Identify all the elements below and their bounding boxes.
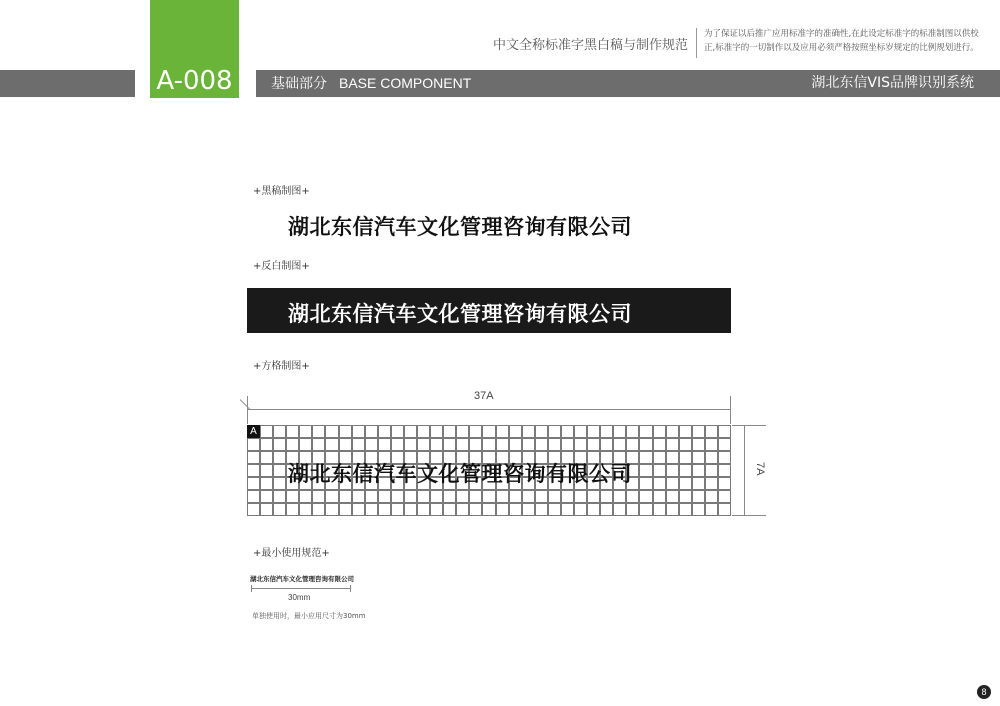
grid-cell <box>705 438 718 451</box>
grid-cell <box>273 477 286 490</box>
grid-cell <box>613 490 626 503</box>
grid-cell <box>613 503 626 516</box>
grid-cell <box>352 438 365 451</box>
grid-cell <box>587 490 600 503</box>
grid-cell <box>247 438 260 451</box>
grid-cell <box>404 490 417 503</box>
grid-cell <box>718 438 731 451</box>
black-draft-label: +黑稿制图+ <box>253 186 310 197</box>
grid-cell <box>496 438 509 451</box>
grid-cell <box>692 451 705 464</box>
grid-cell <box>653 490 666 503</box>
grid-cell <box>299 503 312 516</box>
grid-draft-label: +方格制图+ <box>253 361 310 372</box>
grid-cell <box>692 490 705 503</box>
grid-cell <box>391 503 404 516</box>
grid-cell <box>600 425 613 438</box>
grid-cell <box>339 438 352 451</box>
grid-cell <box>417 438 430 451</box>
grid-cell <box>653 464 666 477</box>
grid-cell <box>561 490 574 503</box>
grid-cell <box>692 464 705 477</box>
grid-cell <box>705 477 718 490</box>
grid-cell <box>325 438 338 451</box>
grid-cell <box>391 438 404 451</box>
minimum-usage-note: 单独使用时，最小应用尺寸为30mm <box>252 612 366 620</box>
grid-cell <box>443 425 456 438</box>
grid-cell <box>417 503 430 516</box>
grid-cell <box>299 438 312 451</box>
grid-cell <box>509 425 522 438</box>
page-code: A-008 <box>156 66 233 96</box>
grid-cell <box>522 438 535 451</box>
grid-cell <box>273 490 286 503</box>
width-dimension-line <box>247 409 731 410</box>
grid-cell <box>666 490 679 503</box>
grid-cell <box>430 490 443 503</box>
minimum-dimension-tick-left <box>251 585 252 592</box>
grid-cell <box>430 438 443 451</box>
grid-cell <box>639 490 652 503</box>
grid-cell <box>312 490 325 503</box>
grid-cell <box>639 503 652 516</box>
unit-cell-marker: A <box>247 425 260 438</box>
grid-cell <box>666 451 679 464</box>
grid-cell <box>718 490 731 503</box>
grid-cell <box>639 438 652 451</box>
grid-cell <box>443 503 456 516</box>
grid-cell <box>456 490 469 503</box>
grid-cell <box>522 503 535 516</box>
brand-text-grid: 湖北东信汽车文化管理咨询有限公司 <box>288 462 632 486</box>
grid-cell <box>260 503 273 516</box>
grid-cell <box>587 503 600 516</box>
grid-cell <box>613 425 626 438</box>
grid-cell <box>718 451 731 464</box>
grid-cell <box>548 503 561 516</box>
grid-cell <box>469 425 482 438</box>
grid-cell <box>378 503 391 516</box>
grid-cell <box>509 438 522 451</box>
grid-cell <box>443 438 456 451</box>
grid-cell <box>705 503 718 516</box>
grid-cell <box>522 425 535 438</box>
page-title: 中文全称标准字黑白稿与制作规范 <box>493 38 689 53</box>
grid-cell <box>653 451 666 464</box>
section-label-cn: 基础部分 <box>271 76 327 92</box>
grid-cell <box>574 425 587 438</box>
grid-cell <box>339 503 352 516</box>
grid-cell <box>325 503 338 516</box>
grid-cell <box>600 490 613 503</box>
grid-cell <box>312 503 325 516</box>
grid-cell <box>509 503 522 516</box>
brand-text-black: 湖北东信汽车文化管理咨询有限公司 <box>288 215 632 239</box>
grid-cell <box>692 438 705 451</box>
grid-cell <box>404 438 417 451</box>
grid-cell <box>247 464 260 477</box>
grid-cell <box>679 464 692 477</box>
grid-cell <box>299 490 312 503</box>
grid-cell <box>273 464 286 477</box>
grid-cell <box>535 503 548 516</box>
header-bar-left <box>0 70 135 97</box>
grid-cell <box>365 425 378 438</box>
grid-cell <box>273 503 286 516</box>
grid-cell <box>260 451 273 464</box>
grid-cell <box>273 438 286 451</box>
grid-cell <box>705 451 718 464</box>
grid-cell <box>391 425 404 438</box>
grid-cell <box>286 503 299 516</box>
page-description: 为了保证以后推广应用标准字的准确性,在此设定标准字的标准制图以供校正,标准字的一切制作以及应用必须严格按照坐标岁规定的比例规划进行。 <box>704 29 979 53</box>
height-dimension-label: 7A <box>754 462 766 476</box>
grid-cell <box>430 503 443 516</box>
grid-cell <box>496 425 509 438</box>
grid-cell <box>653 503 666 516</box>
grid-cell <box>666 438 679 451</box>
page-number: 8 <box>977 685 991 699</box>
grid-cell <box>718 425 731 438</box>
grid-cell <box>339 425 352 438</box>
grid-cell <box>404 425 417 438</box>
grid-cell <box>482 503 495 516</box>
grid-cell <box>286 425 299 438</box>
grid-cell <box>718 477 731 490</box>
width-dimension-tick-left <box>247 396 248 424</box>
brand-text-minimum: 湖北东信汽车文化管理咨询有限公司 <box>250 575 354 583</box>
grid-cell <box>365 503 378 516</box>
grid-cell <box>260 438 273 451</box>
grid-cell <box>705 490 718 503</box>
grid-cell <box>378 438 391 451</box>
width-dimension-tick-right <box>730 396 731 424</box>
grid-cell <box>378 490 391 503</box>
grid-cell <box>286 490 299 503</box>
grid-cell <box>247 477 260 490</box>
grid-cell <box>626 438 639 451</box>
grid-cell <box>666 425 679 438</box>
section-label-en: BASE COMPONENT <box>339 75 472 91</box>
height-dimension-line <box>744 425 745 516</box>
grid-cell <box>705 464 718 477</box>
grid-cell <box>299 425 312 438</box>
grid-cell <box>482 425 495 438</box>
height-dimension-tick-bottom <box>732 515 766 516</box>
grid-cell <box>679 438 692 451</box>
grid-cell <box>679 503 692 516</box>
grid-cell <box>692 425 705 438</box>
grid-cell <box>496 503 509 516</box>
grid-cell <box>482 438 495 451</box>
grid-cell <box>247 451 260 464</box>
grid-cell <box>312 438 325 451</box>
grid-cell <box>718 503 731 516</box>
grid-cell <box>325 425 338 438</box>
grid-cell <box>312 425 325 438</box>
grid-cell <box>469 490 482 503</box>
width-dimension-cross <box>240 399 251 410</box>
grid-cell <box>639 477 652 490</box>
grid-cell <box>378 425 391 438</box>
grid-cell <box>653 425 666 438</box>
grid-cell <box>273 451 286 464</box>
grid-cell <box>705 425 718 438</box>
grid-cell <box>626 425 639 438</box>
grid-cell <box>561 438 574 451</box>
grid-cell <box>496 490 509 503</box>
grid-cell <box>456 503 469 516</box>
grid-cell <box>469 438 482 451</box>
grid-cell <box>639 425 652 438</box>
grid-cell <box>535 490 548 503</box>
grid-cell <box>600 438 613 451</box>
grid-cell <box>391 490 404 503</box>
grid-cell <box>653 477 666 490</box>
grid-cell <box>417 425 430 438</box>
minimum-dimension-line <box>251 588 351 589</box>
grid-cell <box>339 490 352 503</box>
grid-cell <box>613 438 626 451</box>
minimum-dimension-tick-right <box>350 585 351 592</box>
system-name: 湖北东信VIS品牌识别系统 <box>811 75 974 91</box>
grid-cell <box>430 425 443 438</box>
grid-cell <box>626 503 639 516</box>
grid-cell <box>247 503 260 516</box>
grid-cell <box>653 438 666 451</box>
grid-cell <box>679 490 692 503</box>
grid-cell <box>456 438 469 451</box>
header-divider <box>696 28 697 58</box>
grid-cell <box>666 477 679 490</box>
grid-cell <box>718 464 731 477</box>
grid-cell <box>639 451 652 464</box>
grid-cell <box>260 490 273 503</box>
grid-cell <box>325 490 338 503</box>
grid-cell <box>352 490 365 503</box>
grid-cell <box>286 438 299 451</box>
grid-cell <box>456 425 469 438</box>
minimum-size-label: 30mm <box>288 593 311 602</box>
grid-cell <box>404 503 417 516</box>
grid-cell <box>692 477 705 490</box>
grid-cell <box>417 490 430 503</box>
grid-cell <box>352 503 365 516</box>
grid-cell <box>352 425 365 438</box>
grid-cell <box>365 438 378 451</box>
grid-cell <box>522 490 535 503</box>
brand-text-inverse: 湖北东信汽车文化管理咨询有限公司 <box>288 302 632 326</box>
grid-cell <box>548 425 561 438</box>
grid-cell <box>561 503 574 516</box>
grid-cell <box>679 425 692 438</box>
grid-cell <box>247 490 260 503</box>
grid-cell <box>365 490 378 503</box>
grid-cell <box>535 438 548 451</box>
grid-cell <box>679 451 692 464</box>
height-dimension-tick-top <box>732 425 766 426</box>
grid-cell <box>587 425 600 438</box>
minimum-usage-label: +最小使用规范+ <box>253 548 330 559</box>
grid-cell <box>260 425 273 438</box>
grid-cell <box>626 490 639 503</box>
grid-cell <box>600 503 613 516</box>
inverse-draft-label: +反白制图+ <box>253 261 310 272</box>
grid-cell <box>469 503 482 516</box>
grid-cell <box>587 438 600 451</box>
grid-cell <box>273 425 286 438</box>
grid-cell <box>260 477 273 490</box>
grid-cell <box>574 503 587 516</box>
grid-cell <box>666 503 679 516</box>
grid-cell <box>548 438 561 451</box>
grid-cell <box>509 490 522 503</box>
grid-cell <box>574 490 587 503</box>
width-dimension-label: 37A <box>474 390 494 402</box>
grid-cell <box>666 464 679 477</box>
grid-cell <box>574 438 587 451</box>
grid-cell <box>260 464 273 477</box>
grid-cell <box>548 490 561 503</box>
grid-cell <box>482 490 495 503</box>
grid-cell <box>692 503 705 516</box>
grid-cell <box>535 425 548 438</box>
grid-cell <box>639 464 652 477</box>
section-label <box>271 70 471 97</box>
grid-cell <box>443 490 456 503</box>
grid-cell <box>561 425 574 438</box>
grid-cell <box>679 477 692 490</box>
